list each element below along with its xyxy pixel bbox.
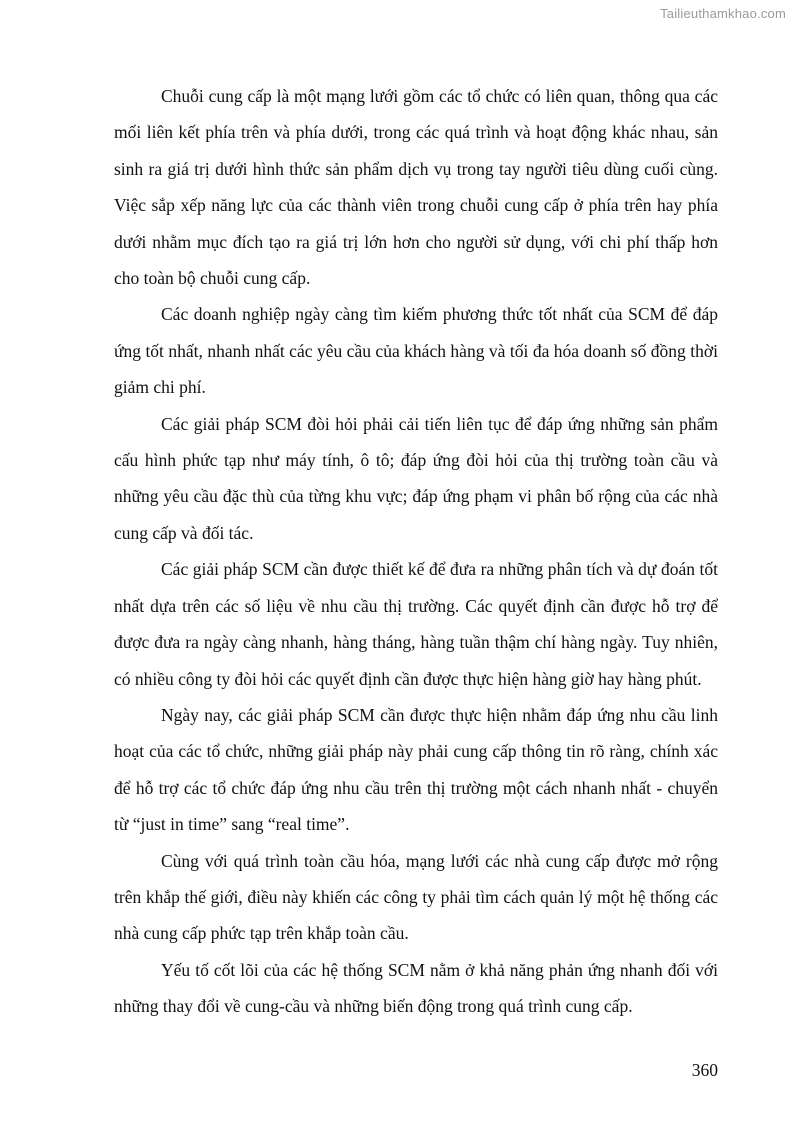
page-number: 360 — [691, 1060, 718, 1080]
page-body — [114, 78, 718, 1025]
paragraph-7: Yếu tố cốt lõi của các hệ thống SCM nằm ở khả năng phản ứng nhanh đối với những thay đổi về cung-cầu và những biến động trong quá trình cung cấp. — [114, 959, 718, 1017]
paragraph-3: Các giải pháp SCM đòi hỏi phải cải tiến liên tục để đáp ứng những sản phẩm cấu hình phức tạp như máy tính, ô tô; đáp ứng đòi hỏi của thị trường toàn cầu và những yêu cầu đặc thù của từng khu vực; đáp ứng phạm vi phân bố rộng của các nhà cung cấp và đối tác. — [114, 413, 718, 543]
watermark: Tailieuthamkhao.com — [660, 6, 786, 21]
paragraph-2: Các doanh nghiệp ngày càng tìm kiếm phương thức tốt nhất của SCM để đáp ứng tốt nhất, nhanh nhất các yêu cầu của khách hàng và tối đa hóa doanh số đồng thời giảm chi phí. — [114, 304, 718, 398]
paragraph-6: Cùng với quá trình toàn cầu hóa, mạng lưới các nhà cung cấp được mở rộng trên khắp thế giới, điều này khiến các công ty phải tìm cách quản lý một hệ thống các nhà cung cấp phức tạp trên khắp toàn cầu. — [114, 850, 718, 944]
paragraph-5: Ngày nay, các giải pháp SCM cần được thực hiện nhằm đáp ứng nhu cầu linh hoạt của các tổ chức, những giải pháp này phải cung cấp thông tin rõ ràng, chính xác để hỗ trợ các tổ chức đáp ứng nhu cầu trên thị trường một cách nhanh nhất - chuyển từ “just in time” sang “real time”. — [114, 704, 718, 835]
paragraph-1: Chuỗi cung cấp là một mạng lưới gồm các tổ chức có liên quan, thông qua các mối liên kết phía trên và phía dưới, trong các quá trình và hoạt động khác nhau, sản sinh ra giá trị dưới hình thức sản phẩm dịch vụ trong tay người tiêu dùng cuối cùng. Việc sắp xếp năng lực của các thành viên trong chuỗi cung cấp ở phía trên hay phía dưới nhằm mục đích tạo ra giá trị lớn hơn cho người sử dụng, với chi phí thấp hơn cho toàn bộ chuỗi cung cấp. — [114, 86, 718, 289]
paragraph-4: Các giải pháp SCM cần được thiết kế để đưa ra những phân tích và dự đoán tốt nhất dựa trên các số liệu về nhu cầu thị trường. Các quyết định cần được hỗ trợ để được đưa ra ngày càng nhanh, hàng tháng, hàng tuần thậm chí hàng ngày. Tuy nhiên, có nhiều công ty đòi hỏi các quyết định cần được thực hiện hàng giờ hay hàng phút. — [114, 559, 718, 689]
